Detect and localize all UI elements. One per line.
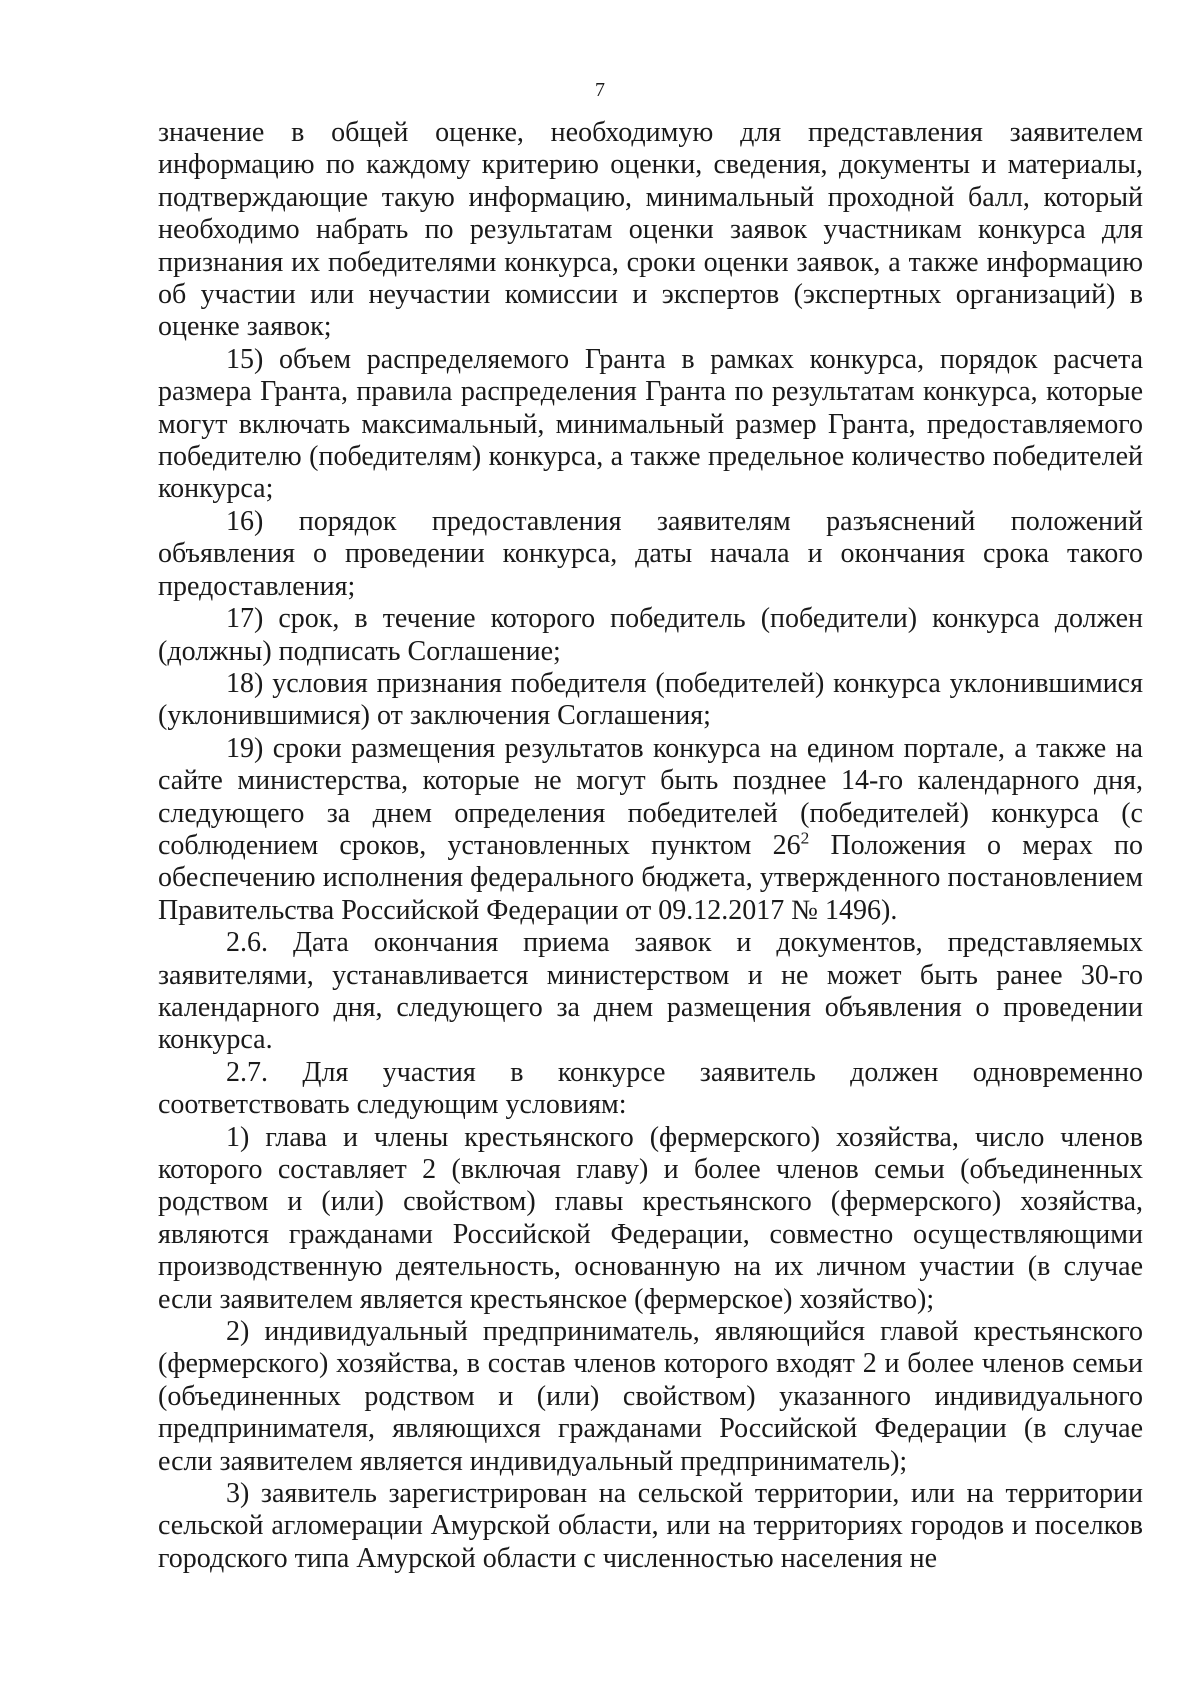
paragraph-17: 17) срок, в течение которого победитель (победители) конкурса должен (должны) подписать Соглашение; — [158, 603, 1143, 667]
document-body — [158, 117, 1143, 1575]
paragraph-2-7-item-2: 2) индивидуальный предприниматель, являющийся главой крестьянского (фермерского) хозяйства, в состав членов которого входят 2 и более членов семьи (объединенных родством и (или) свойством) указанного индивидуального предпринимателя, являющихся гражданами Российской Федерации (в случае если заявителем является индивидуальный предприниматель); — [158, 1316, 1143, 1477]
paragraph-19-text-before: 19) сроки размещения результатов конкурса на едином портале, а также на сайте министерства, которые не могут быть позднее 14-го календарного дня, следующего за днем определения победителей (победителей) конкурса (с соблюдением сроков, установленных пунктом 26 — [158, 732, 1143, 861]
paragraph-19-text-after: Положения о мерах по обеспечению исполнения федерального бюджета, утвержденного постановлением Правительства Российской Федерации от 09.12.2017 № 1496). — [158, 829, 1143, 926]
paragraph-14-continued: значение в общей оценке, необходимую для представления заявителем информацию по каждому критерию оценки, сведения, документы и материалы, подтверждающие такую информацию, минимальный проходной балл, который необходимо набрать по результатам оценки заявок участникам конкурса для признания их победителями конкурса, сроки оценки заявок, а также информацию об участии или неучастии комиссии и экспертов (экспертных организаций) в оценке заявок; — [158, 117, 1143, 343]
paragraph-2-7-item-1: 1) глава и члены крестьянского (фермерского) хозяйства, число членов которого составляет 2 (включая главу) и более членов семьи (объединенных родством и (или) свойством) главы крестьянского (фермерского) хозяйства, являются гражданами Российской Федерации, совместно осуществляющими производственную деятельность, основанную на их личном участии (в случае если заявителем является крестьянское (фермерское) хозяйство); — [158, 1121, 1143, 1315]
page-number: 7 — [595, 79, 605, 101]
paragraph-19 — [158, 733, 1143, 927]
paragraph-2-7-item-3: 3) заявитель зарегистрирован на сельской территории, или на территории сельской агломерации Амурской области, или на территориях городов и поселков городского типа Амурской области с численностью населения не — [158, 1478, 1143, 1574]
paragraph-2-6: 2.6. Дата окончания приема заявок и документов, представляемых заявителями, устанавливается министерством и не может быть ранее 30-го календарного дня, следующего за днем размещения объявления о проведении конкурса. — [158, 927, 1143, 1056]
paragraph-16: 16) порядок предоставления заявителям разъяснений положений объявления о проведении конкурса, даты начала и окончания срока такого предоставления; — [158, 505, 1143, 602]
paragraph-18: 18) условия признания победителя (победителей) конкурса уклонившимися (уклонившимися) от заключения Соглашения; — [158, 667, 1143, 732]
paragraph-2-7: 2.7. Для участия в конкурсе заявитель должен одновременно соответствовать следующим условиям: — [158, 1056, 1143, 1121]
paragraph-19-superscript: 2 — [800, 828, 810, 848]
paragraph-15: 15) объем распределяемого Гранта в рамках конкурса, порядок расчета размера Гранта, правила распределения Гранта по результатам конкурса, которые могут включать максимальный, минимальный размер Гранта, предоставляемого победителю (победителям) конкурса, а также предельное количество победителей конкурса; — [158, 343, 1143, 505]
